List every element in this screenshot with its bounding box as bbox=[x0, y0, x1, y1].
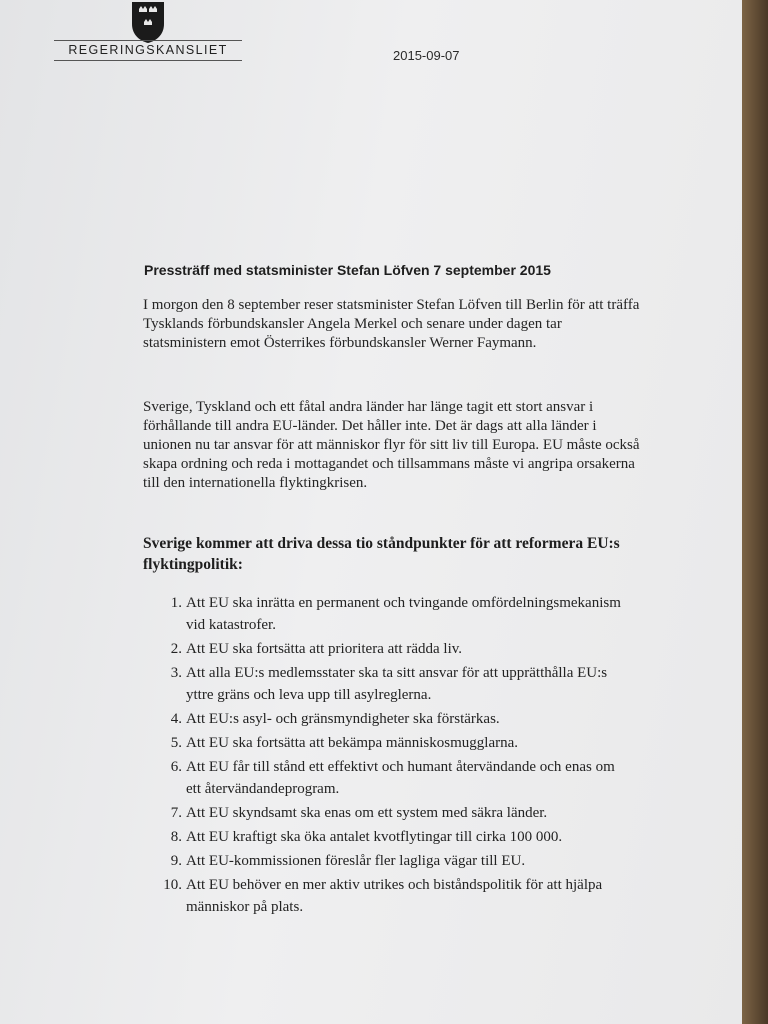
list-item-number: 5. bbox=[170, 735, 182, 751]
context-paragraph: Sverige, Tyskland och ett fåtal andra länder har länge tagit ett stort ansvar i förhållande till andra EU-länder. Det håller inte. Det är dags att alla länder i unionen nu tar ansvar för att människor flyr för sitt liv till Europa. EU måste också skapa ordning och reda i mottagandet och tillsammans måste vi angripa orsakerna till den internationella flyktingkrisen. bbox=[143, 399, 640, 491]
list-item bbox=[160, 592, 630, 636]
list-item-text: Att EU kraftigt ska öka antalet kvotflytingar till cirka 100 000. bbox=[186, 829, 563, 845]
list-item-text: Att EU behöver en mer aktiv utrikes och biståndspolitik för att hjälpa människor på plats. bbox=[186, 877, 603, 915]
list-item bbox=[160, 708, 630, 730]
list-item-number: 1. bbox=[170, 595, 182, 611]
logo-text: REGERINGSKANSLIET bbox=[68, 43, 228, 57]
list-item bbox=[160, 638, 630, 660]
coat-of-arms-icon bbox=[130, 0, 166, 44]
list-item-text: Att EU:s asyl- och gränsmyndigheter ska förstärkas. bbox=[186, 711, 500, 727]
list-item-text: Att EU skyndsamt ska enas om ett system med säkra länder. bbox=[186, 805, 548, 821]
list-item-number: 8. bbox=[170, 829, 182, 845]
list-item bbox=[160, 756, 630, 800]
list-item-number: 7. bbox=[170, 805, 182, 821]
logo-rule-bottom bbox=[54, 60, 242, 61]
list-item-text: Att EU ska fortsätta att prioritera att rädda liv. bbox=[186, 641, 463, 657]
reform-points-list bbox=[160, 592, 630, 920]
list-item-number: 4. bbox=[170, 711, 182, 727]
list-item-text: Att EU-kommissionen föreslår fler lagliga vägar till EU. bbox=[186, 853, 526, 869]
list-item bbox=[160, 874, 630, 918]
list-item bbox=[160, 662, 630, 706]
intro-paragraph: I morgon den 8 september reser statsminister Stefan Löfven till Berlin för att träffa Tysklands förbundskansler Angela Merkel och senare under dagen tar statsministern emot Österrikes förbundskansler Werner Faymann. bbox=[143, 297, 640, 351]
list-item-number: 9. bbox=[170, 853, 182, 869]
government-logo bbox=[52, 0, 244, 70]
list-item-number: 10. bbox=[163, 877, 182, 893]
list-item-number: 6. bbox=[170, 759, 182, 775]
list-item bbox=[160, 850, 630, 872]
list-item-text: Att EU ska fortsätta att bekämpa människosmugglarna. bbox=[186, 735, 518, 751]
document-title: Pressträff med statsminister Stefan Löfven 7 september 2015 bbox=[144, 262, 551, 278]
list-item-text: Att EU ska inrätta en permanent och tvingande omfördelningsmekanism vid katastrofer. bbox=[186, 595, 621, 633]
desk-surface bbox=[742, 0, 768, 1024]
list-item bbox=[160, 732, 630, 754]
list-item-number: 2. bbox=[170, 641, 182, 657]
list-item-text: Att alla EU:s medlemsstater ska ta sitt ansvar för att upprätthålla EU:s yttre gräns och leva upp till asylreglerna. bbox=[186, 665, 608, 703]
list-item bbox=[160, 802, 630, 824]
points-heading: Sverige kommer att driva dessa tio ståndpunkter för att reformera EU:s flyktingpolitik: bbox=[143, 535, 620, 573]
document-date: 2015-09-07 bbox=[393, 48, 460, 63]
list-item-number: 3. bbox=[170, 665, 182, 681]
logo-rule-top bbox=[54, 40, 242, 41]
list-item-text: Att EU får till stånd ett effektivt och humant återvändande och enas om ett återvändandeprogram. bbox=[186, 759, 615, 797]
list-item bbox=[160, 826, 630, 848]
